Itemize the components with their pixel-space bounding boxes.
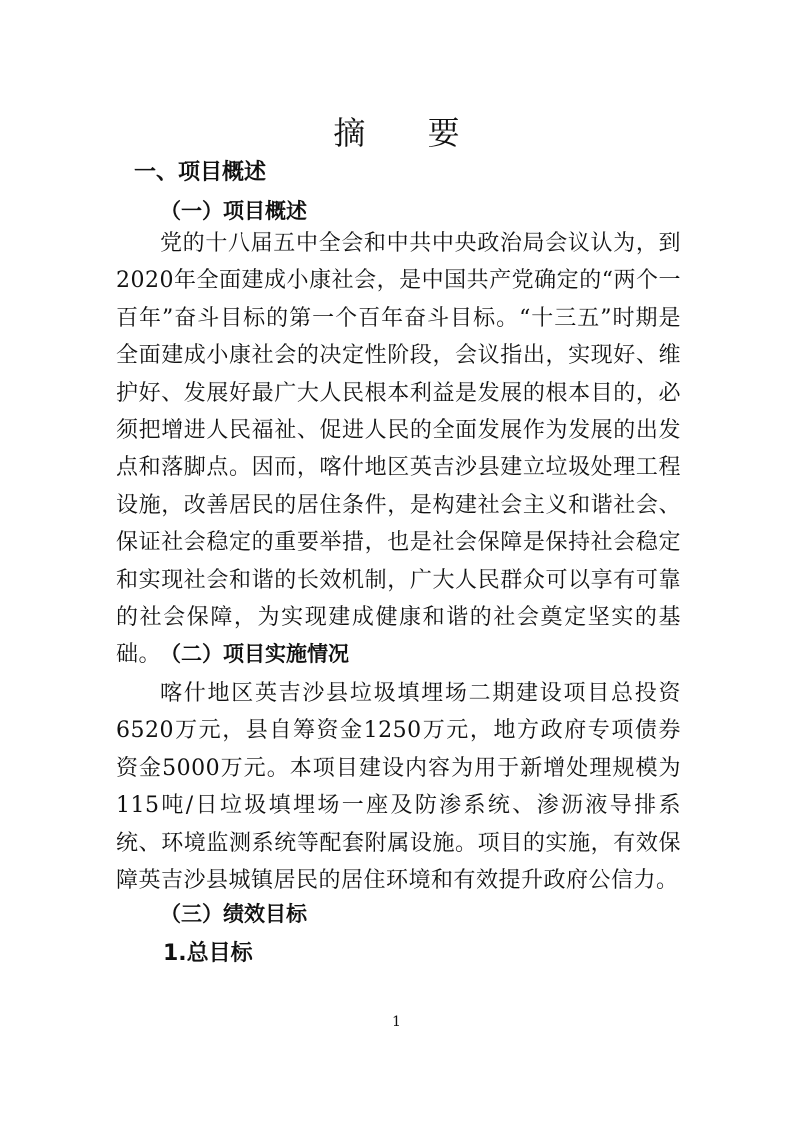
page-title: 摘 要 bbox=[333, 114, 486, 152]
page-number: 1 bbox=[392, 1014, 401, 1030]
paragraph-implementation: 喀什地区英吉沙县垃圾填埋场二期建设项目总投资6520万元，县自筹资金1250万元，地方政府专项债券资金5000万元。本项目建设内容为用于新增处理规模为115吨/日垃圾填埋场一座及防渗系统、渗沥液导排系统、环境监测系统等配套附属设施。项目的实施，有效保障英吉沙县城镇居民的居住环境和有效提升政府公信力。 bbox=[116, 681, 681, 894]
subsection-heading-overview: （一）项目概述 bbox=[160, 199, 307, 223]
subsection-heading-goals: （三）绩效目标 bbox=[160, 902, 307, 926]
subsection-heading-implementation: （二）项目实施情况 bbox=[160, 642, 349, 666]
section-heading-overview: 一、项目概述 bbox=[134, 160, 267, 185]
subsubsection-heading-overall-goal: 1.总目标 bbox=[163, 941, 253, 966]
paragraph-overview: 党的十八届五中全会和中共中央政治局会议认为，到2020年全面建成小康社会，是中国共产党确定的“两个一百年”奋斗目标的第一个百年奋斗目标。“十三五”时期是全面建成小康社会的决定性阶段，会议指出，实现好、维护好、发展好最广大人民根本利益是发展的根本目的，必须把增进人民福祉、促进人民的全面发展作为发展的出发点和落脚点。因而，喀什地区英吉沙县建立垃圾处理工程设施，改善居民的居住条件，是构建社会主义和谐社会、保证社会稳定的重要举措，也是社会保障是保持社会稳定和实现社会和谐的长效机制，广大人民群众可以享有可靠的社会保障，为实现建成健康和谐的社会奠定坚实的基础。 bbox=[116, 231, 681, 668]
